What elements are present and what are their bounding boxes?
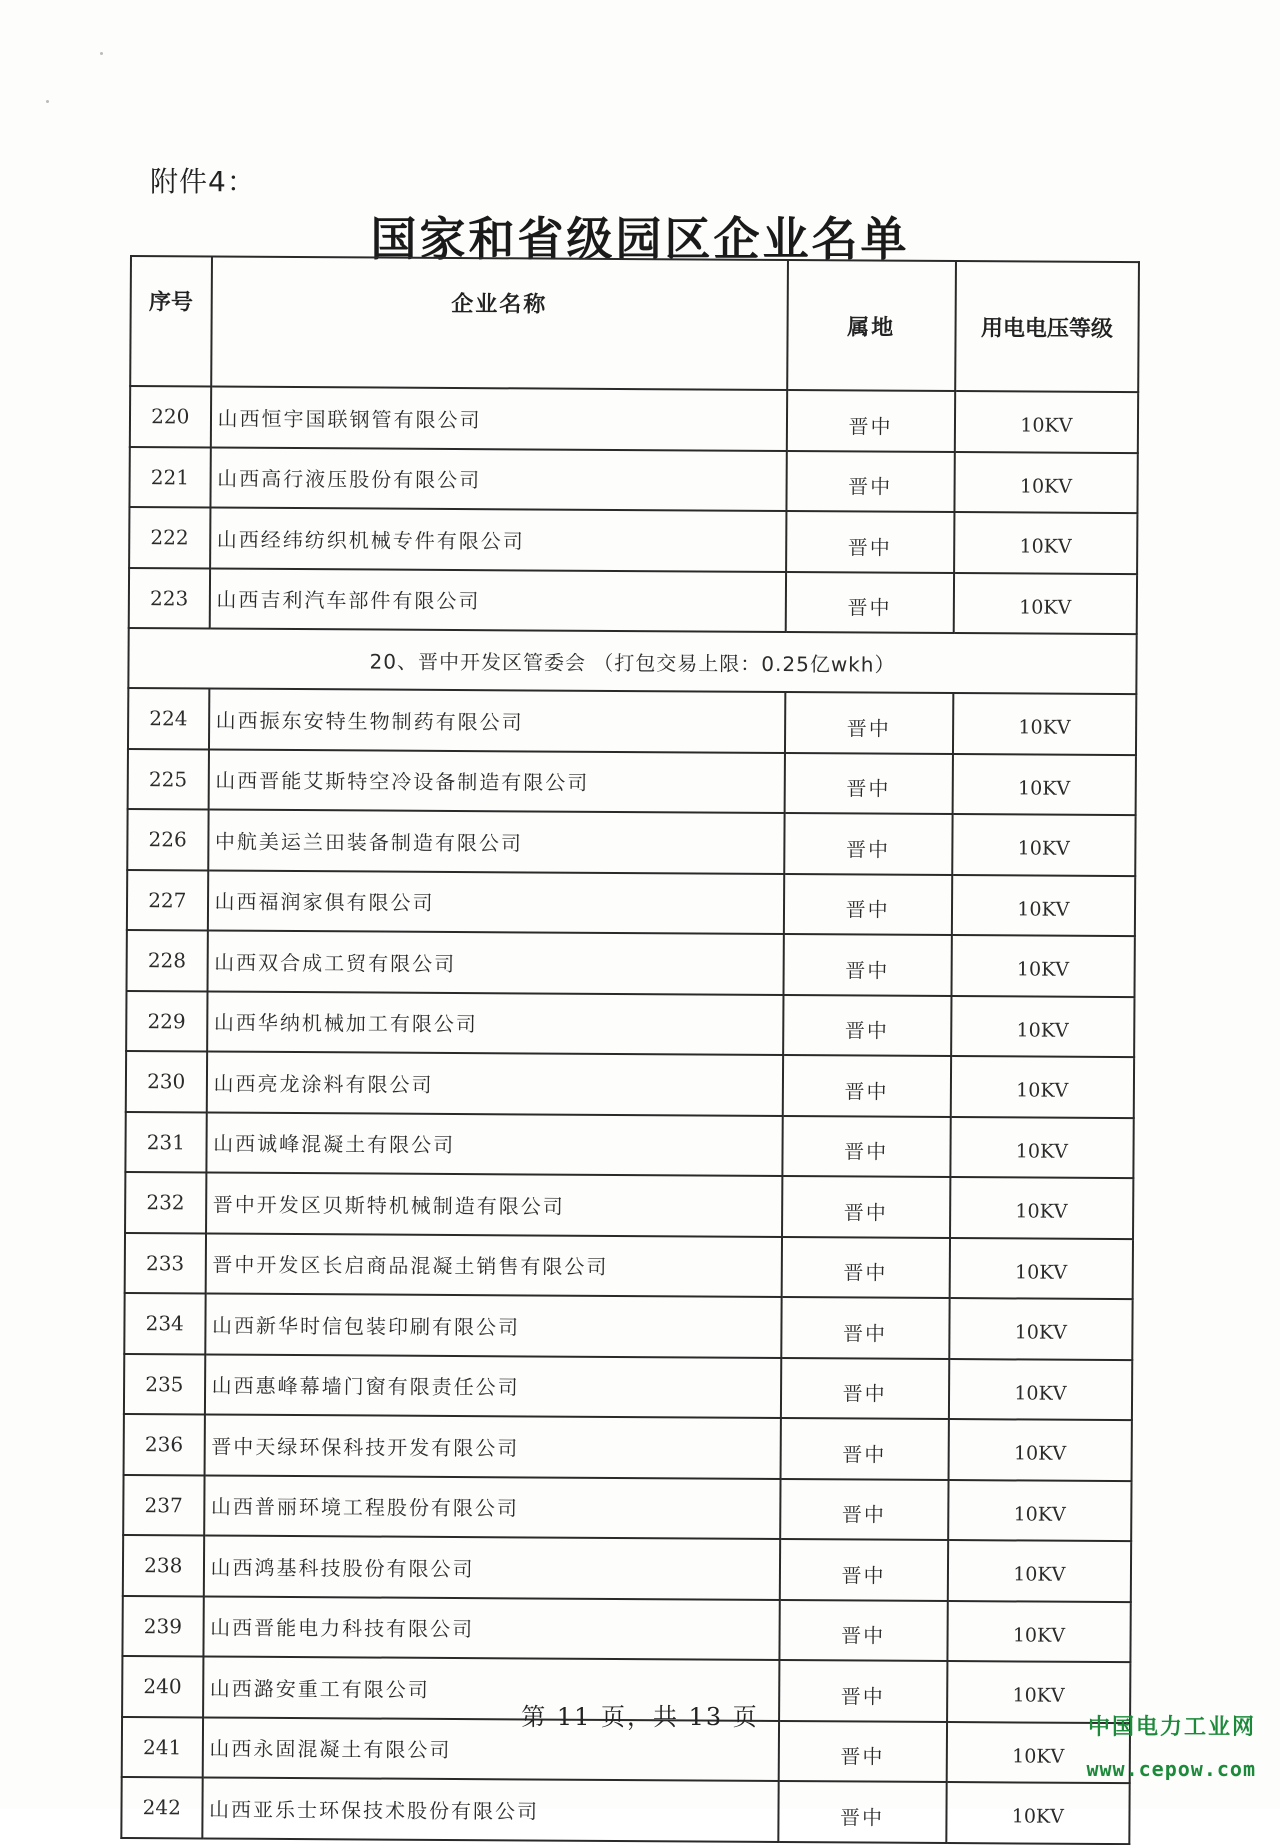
cell-serial-number: 239 [122, 1595, 203, 1656]
cell-voltage-level: 10KV [953, 573, 1137, 635]
cell-voltage-level: 10KV [947, 1601, 1131, 1663]
cell-location: 晋中 [778, 1720, 947, 1782]
cell-location: 晋中 [782, 1176, 951, 1238]
table-row [129, 447, 1137, 514]
cell-location: 晋中 [782, 1055, 951, 1117]
cell-serial-number: 237 [123, 1474, 204, 1535]
cell-location: 晋中 [779, 1660, 948, 1722]
cell-serial-number: 221 [129, 447, 210, 508]
cell-company-name: 山西潞安重工有限公司 [203, 1656, 779, 1720]
cell-voltage-level: 10KV [948, 1419, 1132, 1481]
cell-location: 晋中 [780, 1478, 949, 1540]
cell-location: 晋中 [780, 1357, 949, 1419]
table-row [124, 1353, 1132, 1420]
cell-company-name: 山西振东安特生物制药有限公司 [209, 688, 785, 752]
table-body-top [129, 386, 1138, 634]
cell-serial-number: 232 [125, 1172, 206, 1233]
cell-serial-number: 236 [124, 1414, 205, 1475]
table-body-bottom [121, 688, 1136, 1844]
cell-company-name: 晋中天绿环保科技开发有限公司 [204, 1414, 780, 1478]
cell-location: 晋中 [785, 692, 954, 754]
cell-company-name: 山西经纬纺织机械专件有限公司 [210, 507, 786, 571]
scan-speck [46, 100, 49, 103]
cell-location: 晋中 [784, 753, 953, 815]
cell-voltage-level: 10KV [952, 814, 1136, 876]
cell-company-name: 山西吉利汽车部件有限公司 [209, 568, 785, 632]
header-company-name: 企业名称 [211, 256, 788, 390]
cell-company-name: 晋中开发区长启商品混凝土销售有限公司 [205, 1233, 781, 1297]
cell-voltage-level: 10KV [950, 1117, 1134, 1179]
cell-voltage-level: 10KV [952, 754, 1136, 816]
cell-company-name: 山西晋能电力科技有限公司 [203, 1596, 779, 1660]
table-row [122, 1595, 1130, 1662]
cell-voltage-level: 10KV [955, 391, 1139, 453]
cell-company-name: 晋中开发区贝斯特机械制造有限公司 [206, 1172, 782, 1236]
table-header-row [130, 256, 1139, 392]
cell-company-name: 山西新华时信包装印刷有限公司 [205, 1293, 781, 1357]
cell-voltage-level: 10KV [950, 1177, 1134, 1239]
cell-serial-number: 220 [130, 386, 211, 447]
section-row [128, 628, 1136, 694]
page-number-footer: 第 11 页，共 13 页 [521, 1703, 759, 1731]
cell-company-name: 山西普丽环境工程股份有限公司 [204, 1475, 780, 1539]
table-row [128, 748, 1136, 815]
cell-location: 晋中 [784, 813, 953, 875]
table-row [124, 1293, 1132, 1360]
cell-voltage-level: 10KV [951, 996, 1135, 1058]
cell-voltage-level: 10KV [953, 693, 1137, 755]
cell-voltage-level: 10KV [947, 1661, 1131, 1723]
cell-serial-number: 233 [125, 1232, 206, 1293]
cell-voltage-level: 10KV [954, 512, 1138, 574]
cell-location: 晋中 [779, 1539, 948, 1601]
watermark-url[interactable]: www.cepow.com [1086, 1757, 1256, 1781]
cell-location: 晋中 [778, 1781, 947, 1843]
company-table-container [120, 255, 1140, 1845]
cell-serial-number: 224 [128, 688, 209, 749]
cell-company-name: 山西亮龙涂料有限公司 [206, 1051, 782, 1115]
cell-voltage-level: 10KV [949, 1238, 1133, 1300]
annex-label: 附件4： [150, 165, 256, 198]
table-row [127, 869, 1135, 936]
scan-speck [100, 52, 103, 55]
cell-voltage-level: 10KV [950, 1056, 1134, 1118]
cell-location: 晋中 [783, 995, 952, 1057]
cell-location: 晋中 [781, 1236, 950, 1298]
table-row [124, 1414, 1132, 1481]
cell-serial-number: 238 [123, 1535, 204, 1596]
cell-serial-number: 228 [127, 930, 208, 991]
table-row [127, 930, 1135, 997]
table-row [130, 386, 1138, 453]
cell-company-name: 山西惠峰幕墙门窗有限责任公司 [204, 1354, 780, 1418]
table-row [129, 568, 1137, 635]
cell-serial-number: 231 [125, 1111, 206, 1172]
cell-location: 晋中 [782, 1116, 951, 1178]
cell-serial-number: 225 [128, 748, 209, 809]
cell-voltage-level: 10KV [951, 935, 1135, 997]
cell-location: 晋中 [780, 1418, 949, 1480]
table-row [125, 1232, 1133, 1299]
cell-location: 晋中 [786, 390, 955, 452]
cell-location: 晋中 [786, 511, 955, 573]
cell-serial-number: 229 [126, 990, 207, 1051]
cell-company-name: 山西诚峰混凝土有限公司 [206, 1112, 782, 1176]
cell-serial-number: 240 [122, 1656, 203, 1717]
cell-serial-number: 223 [129, 568, 210, 629]
header-serial-number: 序号 [130, 256, 211, 386]
cell-location: 晋中 [783, 934, 952, 996]
cell-voltage-level: 10KV [947, 1540, 1131, 1602]
table-row [123, 1535, 1131, 1602]
cell-company-name: 山西双合成工贸有限公司 [207, 930, 783, 994]
cell-company-name: 山西晋能艾斯特空冷设备制造有限公司 [208, 749, 784, 813]
cell-voltage-level: 10KV [949, 1298, 1133, 1360]
table-section [128, 628, 1136, 694]
table-row [127, 809, 1135, 876]
cell-company-name: 山西高行液压股份有限公司 [210, 447, 786, 511]
cell-serial-number: 235 [124, 1353, 205, 1414]
cell-serial-number: 234 [124, 1293, 205, 1354]
cell-location: 晋中 [783, 874, 952, 936]
cell-location: 晋中 [779, 1599, 948, 1661]
table-row [123, 1474, 1131, 1541]
cell-serial-number: 230 [126, 1051, 207, 1112]
table-row [125, 1111, 1133, 1178]
table-row [128, 688, 1136, 755]
cell-company-name: 山西华纳机械加工有限公司 [207, 991, 783, 1055]
table-row [129, 507, 1137, 574]
document-title: 国家和省级园区企业名单 [370, 212, 910, 266]
table-row [126, 1051, 1134, 1118]
cell-voltage-level: 10KV [954, 452, 1138, 514]
header-voltage-level: 用电电压等级 [955, 261, 1139, 392]
cell-company-name: 山西亚乐士环保技术股份有限公司 [202, 1777, 778, 1841]
cell-voltage-level: 10KV [952, 875, 1136, 937]
header-location: 属地 [787, 260, 956, 391]
section-label: 20、晋中开发区管委会 （打包交易上限：0.25亿wkh） [128, 628, 1136, 694]
cell-company-name: 山西恒宇国联钢管有限公司 [210, 386, 786, 450]
cell-voltage-level: 10KV [948, 1480, 1132, 1542]
cell-voltage-level: 10KV [946, 1782, 1130, 1844]
cell-voltage-level: 10KV [949, 1359, 1133, 1421]
cell-company-name: 中航美运兰田装备制造有限公司 [208, 809, 784, 873]
cell-location: 晋中 [786, 451, 955, 513]
cell-location: 晋中 [781, 1297, 950, 1359]
cell-location: 晋中 [785, 572, 954, 634]
cell-serial-number: 241 [122, 1716, 203, 1777]
cell-serial-number: 242 [121, 1777, 202, 1838]
cell-serial-number: 226 [127, 809, 208, 870]
table-row [126, 990, 1134, 1057]
cell-serial-number: 227 [127, 869, 208, 930]
table-row [121, 1777, 1129, 1844]
company-table [120, 255, 1140, 1845]
cell-serial-number: 222 [129, 507, 210, 568]
watermark-site-name: 中国电力工业网 [1087, 1715, 1256, 1740]
table-row [125, 1172, 1133, 1239]
cell-company-name: 山西永固混凝土有限公司 [202, 1717, 778, 1781]
cell-voltage-level: 10KV [946, 1722, 1130, 1784]
cell-company-name: 山西福润家俱有限公司 [207, 870, 783, 934]
cell-company-name: 山西鸿基科技股份有限公司 [203, 1535, 779, 1599]
